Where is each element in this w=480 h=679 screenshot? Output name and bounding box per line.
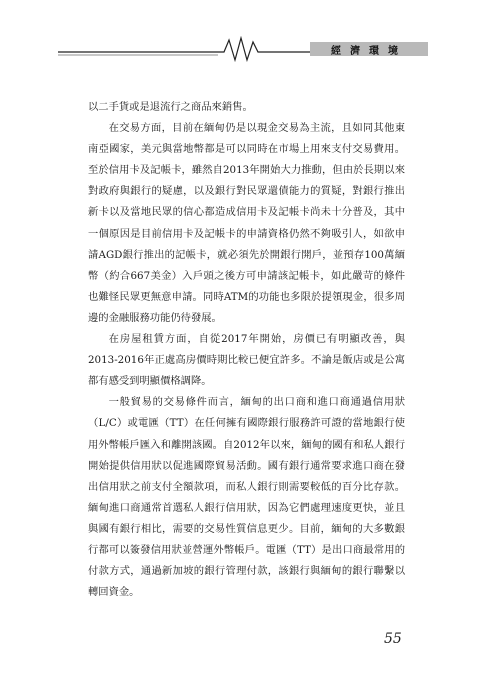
paragraph: 一般貿易的交易條件而言，緬甸的出口商和進口商通過信用狀（L/C）或電匯（TT）在任何擁有國際銀行服務許可證的當地銀行使用外幣帳戶匯入和離開該國。自2012年以來，緬甸的國有和私人銀行開始提供信用狀以促進國際貿易活動。國有銀行通常要求進口商在發出信用狀之前支付全額款項，而私人銀行則需要較低的百分比存款。緬甸進口商通常首選私人銀行信用狀，因為它們處理速度更快，並且與國有銀行相比，需要的交易性質信息更少。目前，緬甸的大多數銀行都可以簽發信用狀並營運外幣帳戶。電匯（TT）是出口商最常用的付款方式，通過新加坡的銀行管理付款，該銀行與緬甸的銀行聯繫以轉回資金。 xyxy=(88,396,405,599)
paragraph: 以二手貨或是退流行之商品來銷售。 xyxy=(88,101,253,113)
page-header xyxy=(58,36,428,62)
body-text xyxy=(88,97,405,603)
paragraph: 在交易方面，目前在緬甸仍是以現金交易為主流，且如同其他東南亞國家，美元與當地幣都是可以同時在市場上用來支付交易費用。至於信用卡及記帳卡，雖然自2013年開始大力推動，但由於長期以來對政府與銀行的疑慮，以及銀行對民眾還債能力的質疑，對銀行推出新卡以及當地民眾的信心都造成信用卡及記帳卡尚未十分普及，其中一個原因是目前信用卡及記帳卡的申請資格仍然不夠吸引人，如欲申請AGD銀行推出的記帳卡，就必須先於開銀行開戶，並預存100萬緬幣（約合667美金）入戶頭之後方可申請該記帳卡，如此嚴苛的條件也難怪民眾更無意申請。同時ATM的功能也多限於提領現金，很多周邊的金融服務功能仍待發展。 xyxy=(88,122,405,324)
page-number: 55 xyxy=(384,631,402,647)
section-title-tab: 經濟環境 xyxy=(310,42,428,56)
paragraph: 在房屋租賃方面，自從2017年開始，房價已有明顯改善，與2013-2016年正處高房價時期比較已便宜許多。不論是飯店或是公寓都有感受到明顯價格調降。 xyxy=(88,333,405,388)
